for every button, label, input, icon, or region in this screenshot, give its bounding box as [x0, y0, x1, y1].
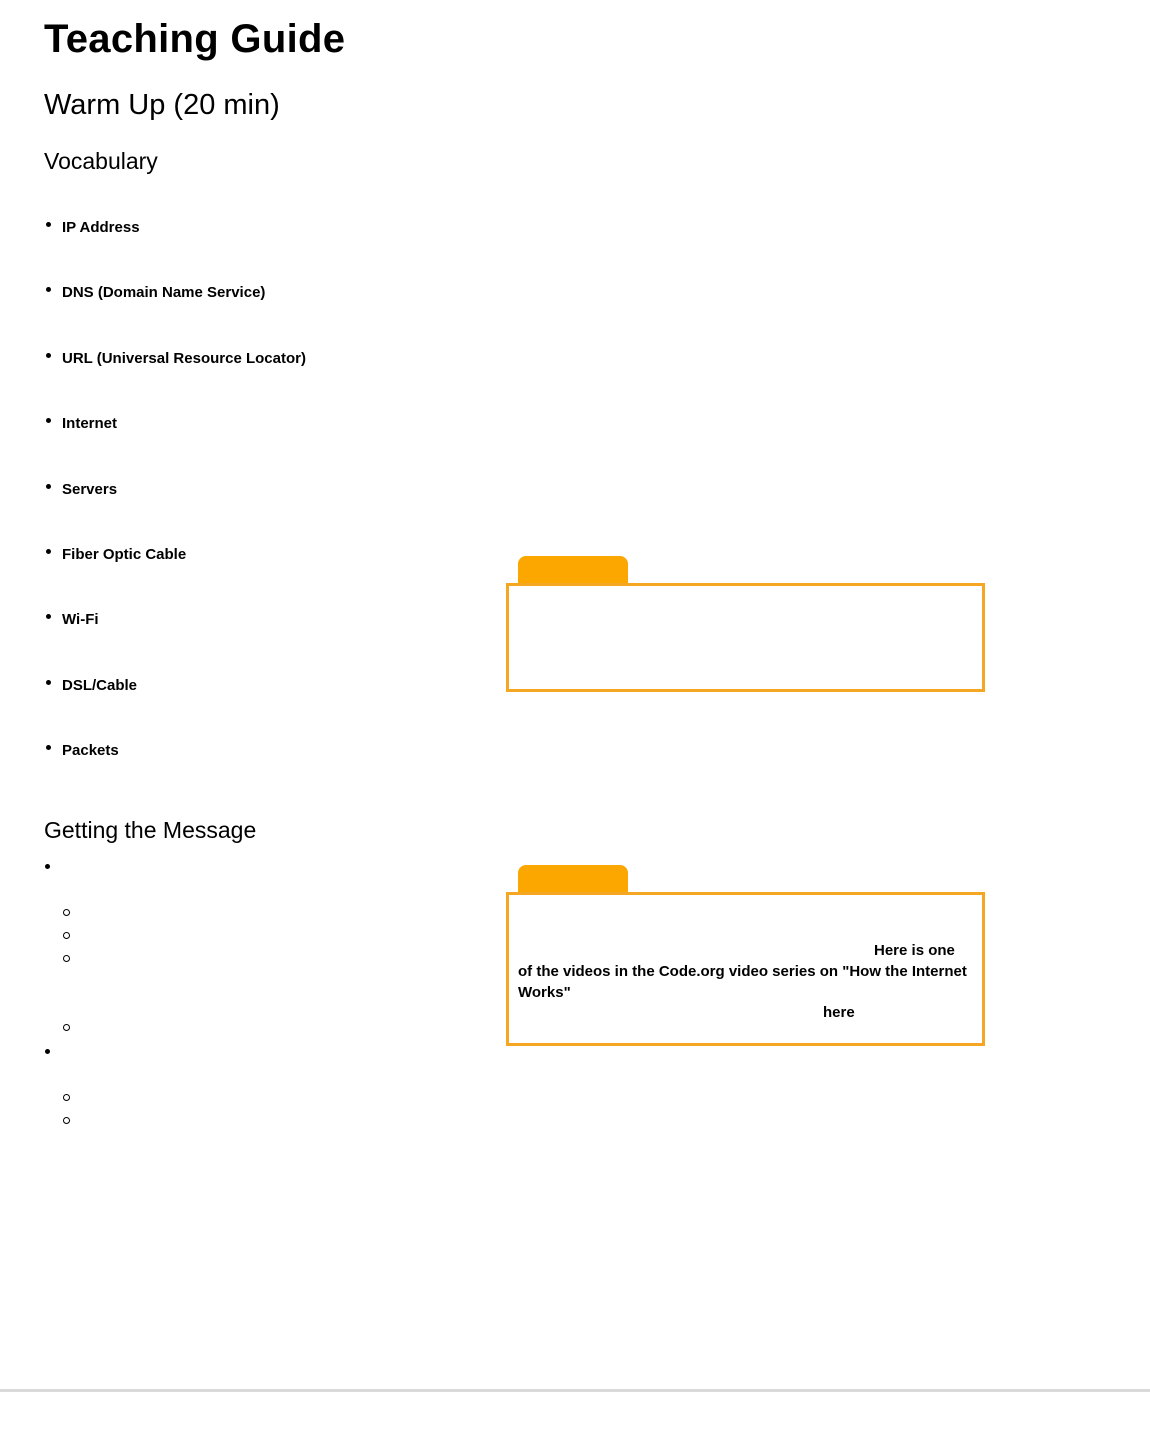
vocabulary-term: DNS (Domain Name Service) — [62, 284, 266, 302]
callout-box — [506, 583, 985, 692]
page-title: Teaching Guide — [44, 17, 346, 61]
vocabulary-term: Internet — [62, 415, 118, 433]
getting-the-message-heading: Getting the Message — [44, 817, 257, 843]
vocabulary-term: Servers — [62, 480, 118, 498]
sub-bullet-icon — [63, 909, 70, 916]
footer-divider — [0, 1389, 1150, 1392]
sub-bullet-icon — [63, 1024, 70, 1031]
vocabulary-heading: Vocabulary — [44, 148, 158, 174]
vocabulary-term: Packets — [62, 742, 119, 760]
vocabulary-term: DSL/Cable — [62, 676, 138, 694]
video-link[interactable]: here — [823, 1004, 855, 1021]
bullet-icon — [46, 549, 51, 554]
bullet-icon — [46, 353, 51, 358]
bullet-icon — [46, 484, 51, 489]
sub-bullet-icon — [63, 955, 70, 962]
vocabulary-term: IP Address — [62, 219, 140, 236]
bullet-icon — [45, 1049, 50, 1054]
bullet-icon — [46, 287, 51, 292]
sub-bullet-icon — [63, 932, 70, 939]
bullet-icon — [46, 614, 51, 619]
video-callout-text: of the videos in the Code.org video series on "How the Internet Works" — [518, 963, 967, 1001]
section-title: Warm Up (20 min) — [44, 89, 280, 121]
vocabulary-term: Fiber Optic Cable — [62, 545, 187, 563]
callout-tab — [518, 556, 628, 586]
bullet-icon — [45, 864, 50, 869]
bullet-icon — [46, 418, 51, 423]
vocabulary-term: URL (Universal Resource Locator) — [62, 349, 306, 367]
video-callout-lead: Here is one — [874, 942, 955, 959]
sub-bullet-icon — [63, 1094, 70, 1101]
bullet-icon — [46, 680, 51, 685]
sub-bullet-icon — [63, 1117, 70, 1124]
callout-tab — [518, 865, 628, 895]
bullet-icon — [46, 745, 51, 750]
bullet-icon — [46, 222, 51, 227]
vocabulary-term: Wi-Fi — [62, 611, 99, 629]
